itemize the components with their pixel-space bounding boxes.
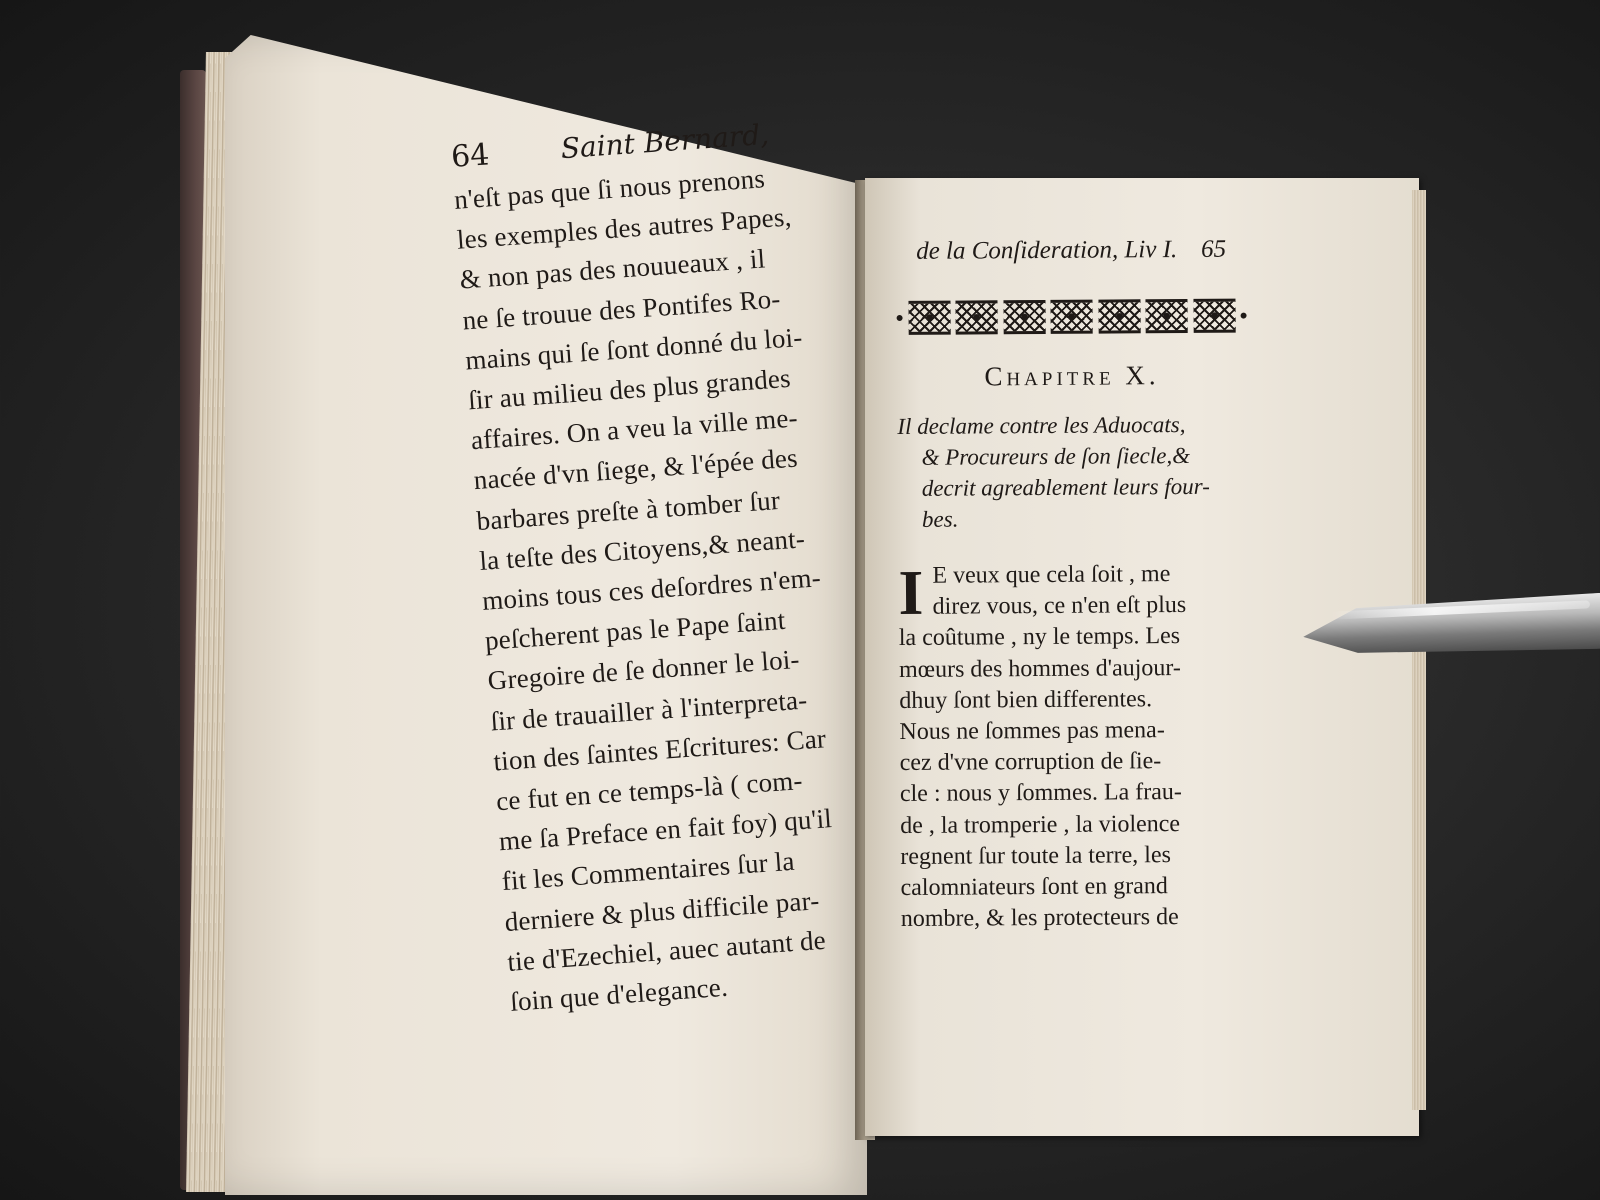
left-page-text [450, 113, 901, 1022]
summary-line: & Procureurs de ſon ſiecle,& [921, 442, 1191, 470]
text-line: ſir de trauailler à l'interpreta- [489, 684, 809, 737]
text-line: cez d'vne corruption de ſie- [899, 748, 1162, 777]
chapter-summary [897, 409, 1248, 535]
ornament-motif [1193, 299, 1235, 333]
text-line: moins tous ces deſordres n'em- [481, 562, 822, 616]
ornament-dot [897, 315, 903, 321]
text-line: derniere & plus difficile par- [503, 884, 821, 937]
drop-cap: I [898, 556, 924, 628]
text-line: dhuy ſont bien differentes. [899, 686, 1153, 714]
right-running-head: de la Conſideration, Liv I. [916, 236, 1178, 265]
right-page-number: 65 [1201, 235, 1227, 263]
text-line: tie d'Ezechiel, auec autant de [506, 924, 827, 977]
text-line: fit les Commentaires ſur la [500, 846, 796, 897]
text-line: Nous ne ſommes pas mena- [899, 717, 1165, 746]
text-line: cle : nous y ſommes. La frau- [899, 779, 1182, 808]
text-line: Gregoire de ſe donner le loi- [486, 644, 801, 697]
left-page-number: 64 [450, 137, 491, 175]
summary-line: bes. [921, 506, 959, 532]
text-line: ce fut en ce temps-là ( com- [495, 765, 804, 817]
summary-line: decrit agreablement leurs four- [921, 473, 1210, 501]
text-line: direz vous, ce n'en eſt plus [932, 592, 1187, 620]
left-running-head: Saint Bernard, [559, 117, 771, 166]
text-line: les exemples des autres Papes, [455, 201, 793, 255]
chapter-body [898, 556, 1251, 936]
text-line: la teſte des Citoyens,& neant- [478, 523, 806, 576]
text-line: peſcherent pas le Pape ſaint [483, 605, 787, 656]
right-page-header [896, 230, 1246, 272]
text-line: la coûtume , ny le temps. Les [898, 623, 1181, 652]
ornament-dot [1241, 313, 1247, 319]
ornament-motif [955, 300, 997, 334]
ornament-motif [908, 301, 950, 335]
text-line: n'eſt pas que ſi nous prenons [453, 163, 766, 215]
text-line: tion des ſaintes Eſcritures: Car [492, 723, 828, 777]
left-page-body [453, 153, 901, 1022]
text-line: mœurs des hommes d'aujour- [898, 654, 1181, 683]
ornament-motif [1145, 299, 1187, 333]
text-line: me ſa Preface en fait foy) qu'il [498, 803, 833, 857]
text-line: E veux que cela ſoit , me [932, 561, 1171, 589]
text-line: de , la tromperie , la violence [900, 810, 1181, 839]
text-line: & non pas des nouueaux , il [458, 243, 767, 296]
text-line: affaires. On a veu la ville me- [469, 402, 799, 456]
text-line: regnent ſur toute la terre, les [900, 841, 1172, 870]
text-line: ſir au milieu des plus grandes [467, 362, 792, 416]
text-line: barbares preſte à tomber ſur [475, 484, 781, 536]
ornament-motif [1003, 300, 1045, 334]
decorative-ornament-band [896, 298, 1246, 336]
text-line: nombre, & les protecteurs de [900, 904, 1179, 933]
text-line: mains qui ſe ſont donné du loi- [464, 321, 804, 376]
text-line: ſoin que d'elegance. [509, 971, 729, 1017]
text-line: ne ſe trouue des Pontifes Ro- [461, 282, 782, 336]
summary-line: Il declame contre les Aduocats, [897, 411, 1186, 439]
ornament-motif [1050, 300, 1092, 334]
chapter-title: Chapitre X. [984, 360, 1160, 392]
text-line: calomniateurs ſont en grand [900, 873, 1168, 902]
text-line: nacée d'vn ſiege, & l'épée des [472, 442, 799, 496]
ornament-motif [1098, 299, 1140, 333]
right-page-text [896, 230, 1251, 936]
